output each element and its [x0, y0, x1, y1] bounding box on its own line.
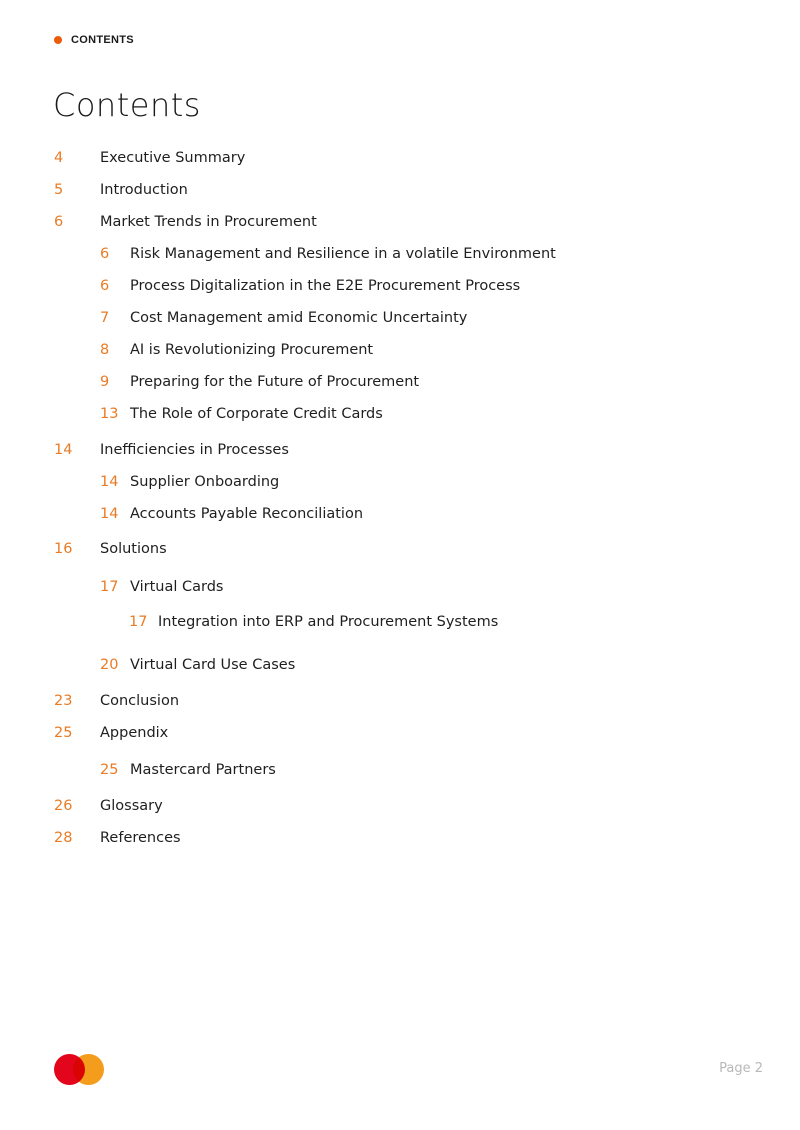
- toc-label: Integration into ERP and Procurement Systems: [158, 614, 499, 630]
- toc-subentry[interactable]: [100, 504, 363, 524]
- toc-label: Glossary: [100, 798, 163, 814]
- toc-page-number: 20: [100, 657, 119, 673]
- toc-subentry[interactable]: [100, 404, 383, 424]
- toc-subentry[interactable]: [100, 472, 279, 492]
- toc-entry[interactable]: [54, 723, 168, 743]
- toc-label: Appendix: [100, 725, 169, 741]
- toc-label: Executive Summary: [100, 150, 246, 166]
- toc-page-number: 23: [54, 693, 73, 709]
- toc-page-number: 25: [54, 725, 73, 741]
- bullet-dot-icon: [54, 36, 62, 44]
- toc-entry[interactable]: [54, 828, 181, 848]
- toc-page-number: 25: [100, 762, 119, 778]
- toc-label: The Role of Corporate Credit Cards: [130, 406, 383, 422]
- toc-subsubentry[interactable]: [129, 612, 498, 632]
- toc-page-number: 4: [54, 150, 64, 166]
- toc-subentry[interactable]: [100, 655, 295, 675]
- toc-page-number: 6: [100, 246, 110, 262]
- toc-page-number: 9: [100, 374, 110, 390]
- toc-page-number: 6: [100, 278, 110, 294]
- toc-entry[interactable]: [54, 539, 167, 559]
- toc-subentry[interactable]: [100, 577, 223, 597]
- toc-page-number: 7: [100, 310, 110, 326]
- section-label: CONTENTS: [71, 34, 134, 46]
- toc-entry[interactable]: [54, 212, 317, 232]
- toc-entry[interactable]: [54, 440, 289, 460]
- toc-page-number: 6: [54, 214, 64, 230]
- toc-page-number: 14: [54, 442, 73, 458]
- toc-page-number: 26: [54, 798, 73, 814]
- toc-entry[interactable]: [54, 148, 245, 168]
- toc-label: Inefficiencies in Processes: [100, 442, 289, 458]
- page-title: Contents: [53, 86, 201, 124]
- toc-page-number: 28: [54, 830, 73, 846]
- toc-entry[interactable]: [54, 796, 163, 816]
- toc-label: Conclusion: [100, 693, 180, 709]
- toc-page-number: 5: [54, 182, 64, 198]
- toc-page-number: 8: [100, 342, 110, 358]
- toc-label: Process Digitalization in the E2E Procurement Process: [130, 278, 521, 294]
- toc-page-number: 14: [100, 506, 119, 522]
- toc-page-number: 17: [100, 579, 119, 595]
- toc-page-number: 17: [129, 614, 148, 630]
- toc-label: Virtual Cards: [130, 579, 224, 595]
- toc-label: Supplier Onboarding: [130, 474, 280, 490]
- toc-subentry[interactable]: [100, 276, 520, 296]
- toc-label: Preparing for the Future of Procurement: [130, 374, 420, 390]
- toc-label: Cost Management amid Economic Uncertainty: [130, 310, 468, 326]
- toc-subentry[interactable]: [100, 244, 556, 264]
- toc-subentry[interactable]: [100, 760, 276, 780]
- toc-label: References: [100, 830, 181, 846]
- toc-label: Market Trends in Procurement: [100, 214, 317, 230]
- toc-entry[interactable]: [54, 691, 179, 711]
- toc-label: Introduction: [100, 182, 188, 198]
- toc-subentry[interactable]: [100, 372, 419, 392]
- toc-label: Solutions: [100, 541, 167, 557]
- logo-orange-circle: [73, 1054, 104, 1085]
- toc-subentry[interactable]: [100, 308, 467, 328]
- toc-label: Risk Management and Resilience in a volatile Environment: [130, 246, 556, 262]
- toc-subentry[interactable]: [100, 340, 373, 360]
- section-tag: [54, 34, 134, 46]
- toc-page-number: 14: [100, 474, 119, 490]
- toc-page-number: 13: [100, 406, 119, 422]
- toc-label: AI is Revolutionizing Procurement: [130, 342, 374, 358]
- toc-label: Accounts Payable Reconciliation: [130, 506, 364, 522]
- toc-label: Mastercard Partners: [130, 762, 276, 778]
- page-number: Page 2: [719, 1061, 763, 1076]
- toc-page-number: 16: [54, 541, 73, 557]
- mastercard-logo-icon: [54, 1054, 106, 1086]
- toc-label: Virtual Card Use Cases: [130, 657, 296, 673]
- toc-entry[interactable]: [54, 180, 188, 200]
